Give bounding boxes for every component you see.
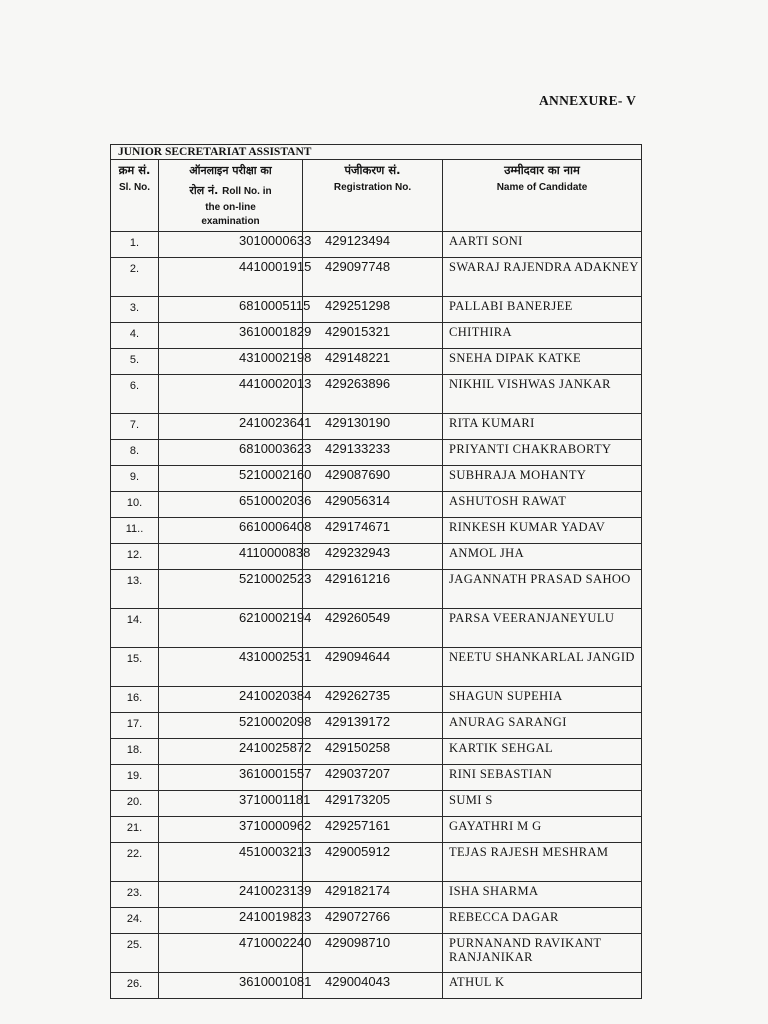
cell-roll-no: 5210002098	[159, 713, 303, 739]
cell-roll-no: 6810005115	[159, 297, 303, 323]
cell-roll-no: 4310002531	[159, 648, 303, 687]
cell-roll-no: 5210002160	[159, 466, 303, 492]
cell-sl: 9.	[111, 466, 159, 492]
cell-roll-no: 3610001081	[159, 973, 303, 999]
cell-registration-no: 429150258	[303, 739, 443, 765]
cell-roll-no: 3710000962	[159, 817, 303, 843]
cell-registration-no: 429130190	[303, 414, 443, 440]
cell-roll-no: 3610001557	[159, 765, 303, 791]
cell-candidate-name: ISHA SHARMA	[443, 882, 642, 908]
cell-registration-no: 429037207	[303, 765, 443, 791]
header-roll-line-2	[159, 180, 302, 201]
table-row	[111, 349, 642, 375]
cell-roll-no: 2410023641	[159, 414, 303, 440]
table-row	[111, 713, 642, 739]
cell-candidate-name: SWARAJ RAJENDRA ADAKNEY	[443, 258, 642, 297]
cell-sl: 12.	[111, 544, 159, 570]
cell-roll-no: 4110000838	[159, 544, 303, 570]
cell-sl: 3.	[111, 297, 159, 323]
cell-registration-no: 429015321	[303, 323, 443, 349]
cell-roll-no: 2410023139	[159, 882, 303, 908]
header-name-hindi: उम्मीदवार का नाम	[504, 163, 580, 177]
cell-sl: 18.	[111, 739, 159, 765]
table-row	[111, 687, 642, 713]
table-row	[111, 882, 642, 908]
cell-registration-no: 429139172	[303, 713, 443, 739]
table-row	[111, 973, 642, 999]
cell-candidate-name: GAYATHRI M G	[443, 817, 642, 843]
table-row	[111, 440, 642, 466]
cell-candidate-name: PARSA VEERANJANEYULU	[443, 609, 642, 648]
cell-candidate-name: AARTI SONI	[443, 232, 642, 258]
cell-roll-no: 4310002198	[159, 349, 303, 375]
cell-roll-no: 2410019823	[159, 908, 303, 934]
cell-roll-no: 3010000633	[159, 232, 303, 258]
cell-sl: 20.	[111, 791, 159, 817]
cell-sl: 2.	[111, 258, 159, 297]
cell-candidate-name: JAGANNATH PRASAD SAHOO	[443, 570, 642, 609]
table-row	[111, 739, 642, 765]
table-title-row	[111, 145, 642, 160]
cell-sl: 25.	[111, 934, 159, 973]
header-roll-english-1: Roll No. in	[222, 186, 272, 197]
cell-roll-no: 4510003213	[159, 843, 303, 882]
header-sl-hindi: क्रम सं.	[118, 163, 151, 177]
cell-sl: 16.	[111, 687, 159, 713]
cell-roll-no: 4710002240	[159, 934, 303, 973]
cell-roll-no: 6810003623	[159, 440, 303, 466]
cell-sl: 24.	[111, 908, 159, 934]
cell-candidate-name: NEETU SHANKARLAL JANGID	[443, 648, 642, 687]
cell-sl: 5.	[111, 349, 159, 375]
cell-sl: 14.	[111, 609, 159, 648]
table-row	[111, 791, 642, 817]
header-roll-hindi-2: रोल नं.	[189, 184, 219, 197]
cell-roll-no: 3710001181	[159, 791, 303, 817]
table-row	[111, 232, 642, 258]
cell-registration-no: 429133233	[303, 440, 443, 466]
table-title: JUNIOR SECRETARIAT ASSISTANT	[111, 145, 642, 160]
header-row	[111, 160, 642, 232]
cell-registration-no: 429182174	[303, 882, 443, 908]
table-row	[111, 544, 642, 570]
cell-registration-no: 429262735	[303, 687, 443, 713]
table-row	[111, 297, 642, 323]
cell-registration-no: 429097748	[303, 258, 443, 297]
cell-candidate-name: PURNANAND RAVIKANT RANJANIKAR	[443, 934, 642, 973]
cell-candidate-name: SUMI S	[443, 791, 642, 817]
cell-sl: 21.	[111, 817, 159, 843]
cell-registration-no: 429263896	[303, 375, 443, 414]
table-row	[111, 765, 642, 791]
cell-candidate-name: PRIYANTI CHAKRABORTY	[443, 440, 642, 466]
cell-roll-no: 3610001829	[159, 323, 303, 349]
cell-registration-no: 429257161	[303, 817, 443, 843]
cell-candidate-name: CHITHIRA	[443, 323, 642, 349]
candidate-table	[110, 144, 642, 999]
table-row	[111, 570, 642, 609]
annexure-label: ANNEXURE- V	[539, 93, 637, 108]
cell-sl: 8.	[111, 440, 159, 466]
cell-sl: 13.	[111, 570, 159, 609]
cell-sl: 10.	[111, 492, 159, 518]
table-row	[111, 648, 642, 687]
table-row	[111, 817, 642, 843]
cell-registration-no: 429232943	[303, 544, 443, 570]
table-row	[111, 375, 642, 414]
header-reg-hindi: पंजीकरण सं.	[344, 163, 401, 177]
header-roll-english-3: examination	[201, 216, 260, 227]
cell-candidate-name: SHAGUN SUPEHIA	[443, 687, 642, 713]
cell-candidate-name: ATHUL K	[443, 973, 642, 999]
cell-roll-no: 4410002013	[159, 375, 303, 414]
cell-sl: 11..	[111, 518, 159, 544]
header-sl-english: Sl. No.	[118, 182, 151, 193]
header-roll	[159, 160, 303, 232]
cell-sl: 15.	[111, 648, 159, 687]
header-reg-english: Registration No.	[333, 182, 412, 193]
table-row	[111, 908, 642, 934]
cell-roll-no: 5210002523	[159, 570, 303, 609]
cell-registration-no: 429123494	[303, 232, 443, 258]
cell-sl: 17.	[111, 713, 159, 739]
cell-candidate-name: TEJAS RAJESH MESHRAM	[443, 843, 642, 882]
cell-candidate-name: REBECCA DAGAR	[443, 908, 642, 934]
cell-candidate-name: RINKESH KUMAR YADAV	[443, 518, 642, 544]
table-row	[111, 843, 642, 882]
table-row	[111, 518, 642, 544]
cell-candidate-name: SUBHRAJA MOHANTY	[443, 466, 642, 492]
cell-registration-no: 429174671	[303, 518, 443, 544]
cell-registration-no: 429005912	[303, 843, 443, 882]
cell-candidate-name: SNEHA DIPAK KATKE	[443, 349, 642, 375]
header-roll-hindi-1: ऑनलाइन परीक्षा का	[189, 164, 272, 177]
cell-registration-no: 429148221	[303, 349, 443, 375]
cell-registration-no: 429056314	[303, 492, 443, 518]
cell-registration-no: 429072766	[303, 908, 443, 934]
cell-roll-no: 2410020384	[159, 687, 303, 713]
cell-registration-no: 429098710	[303, 934, 443, 973]
cell-candidate-name: ASHUTOSH RAWAT	[443, 492, 642, 518]
cell-sl: 26.	[111, 973, 159, 999]
header-name	[443, 160, 642, 232]
cell-sl: 19.	[111, 765, 159, 791]
header-reg	[303, 160, 443, 232]
cell-registration-no: 429161216	[303, 570, 443, 609]
cell-candidate-name: NIKHIL VISHWAS JANKAR	[443, 375, 642, 414]
cell-registration-no: 429173205	[303, 791, 443, 817]
cell-candidate-name: RITA KUMARI	[443, 414, 642, 440]
table-row	[111, 323, 642, 349]
cell-roll-no: 2410025872	[159, 739, 303, 765]
header-name-english: Name of Candidate	[496, 182, 588, 193]
cell-sl: 22.	[111, 843, 159, 882]
table-row	[111, 609, 642, 648]
table-row	[111, 414, 642, 440]
table-row	[111, 466, 642, 492]
cell-candidate-name: ANURAG SARANGI	[443, 713, 642, 739]
cell-sl: 4.	[111, 323, 159, 349]
cell-candidate-name: PALLABI BANERJEE	[443, 297, 642, 323]
cell-roll-no: 4410001915	[159, 258, 303, 297]
table-row	[111, 934, 642, 973]
cell-sl: 6.	[111, 375, 159, 414]
cell-roll-no: 6510002036	[159, 492, 303, 518]
cell-sl: 7.	[111, 414, 159, 440]
cell-sl: 1.	[111, 232, 159, 258]
cell-candidate-name: ANMOL JHA	[443, 544, 642, 570]
cell-registration-no: 429087690	[303, 466, 443, 492]
cell-candidate-name: KARTIK SEHGAL	[443, 739, 642, 765]
cell-sl: 23.	[111, 882, 159, 908]
cell-registration-no: 429004043	[303, 973, 443, 999]
table-row	[111, 258, 642, 297]
header-sl	[111, 160, 159, 232]
table-row	[111, 492, 642, 518]
cell-roll-no: 6610006408	[159, 518, 303, 544]
cell-candidate-name: RINI SEBASTIAN	[443, 765, 642, 791]
cell-registration-no: 429260549	[303, 609, 443, 648]
cell-registration-no: 429251298	[303, 297, 443, 323]
cell-roll-no: 6210002194	[159, 609, 303, 648]
header-roll-english-2: the on-line	[205, 202, 256, 213]
cell-registration-no: 429094644	[303, 648, 443, 687]
